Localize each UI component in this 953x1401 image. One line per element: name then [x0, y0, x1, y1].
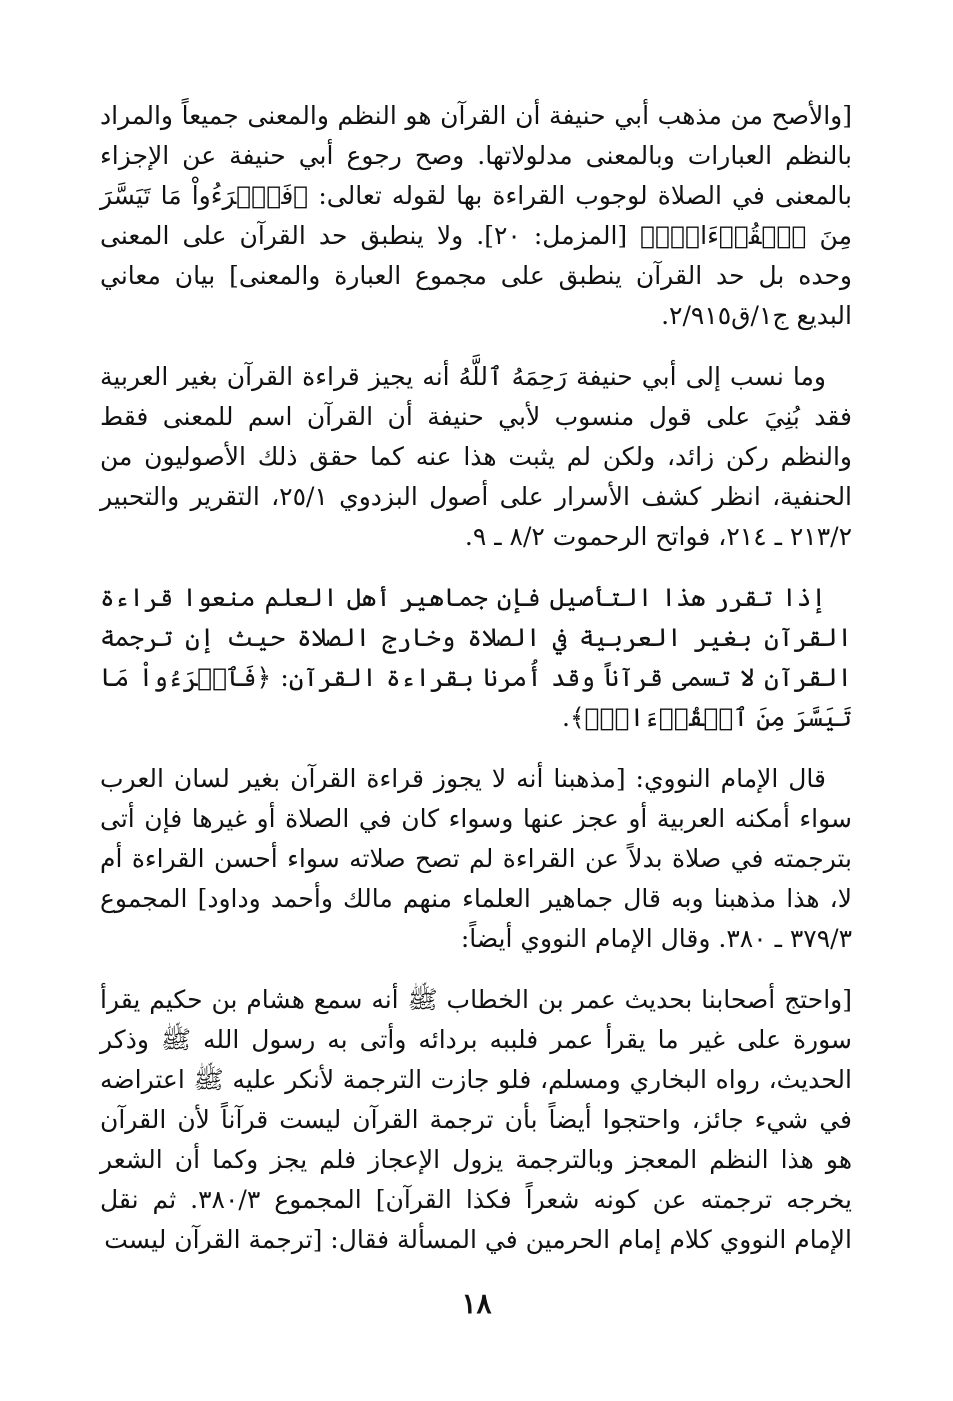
page-body: [100, 96, 852, 1281]
paragraph-nawawi-quote: قال الإمام النووي: [مذهبنا أنه لا يجوز قراءة القرآن بغير لسان العرب سواء أمكنه العربية أو عجز عنها وسواء كان في الصلاة أو غيرها فإن أتى بترجمته في صلاة بدلاً عن القراءة لم تصح صلاته سواء أحسن القراءة أم لا، هذا مذهبنا وبه قال جماهير العلماء منهم مالك وأحمد وداود] المجموع ٣٧٩/٣ ـ ٣٨٠. وقال الإمام النووي أيضاً:: [100, 764, 852, 953]
paragraph-jumhur: إذا تقرر هذا التأصيل فإن جماهير أهل العلم منعوا قراءة القرآن بغير العربية في الصلاة وخارج الصلاة حيث إن ترجمة القرآن لا تسمى قرآناً وقد أُمرنا بقراءة القرآن: ﴿فَٱقۡرَءُواْ مَا تَيَسَّرَ مِنَ ٱلۡقُرۡءَانِۚ﴾.: [100, 583, 852, 732]
paragraph-abu-hanifa: وما نسب إلى أبي حنيفة رَحِمَهُ ٱللَّهُ أنه يجيز قراءة القرآن بغير العربية فقد بُنِيَ على قول منسوب لأبي حنيفة أن القرآن اسم للمعنى فقط والنظم ركن زائد، ولكن لم يثبت هذا عنه كما حقق ذلك الأصوليون من الحنفية، انظر كشف الأسرار على أصول البزدوي ٢٥/١، التقرير والتحبير ٢١٣/٢ ـ ٢١٤، فواتح الرحموت ٨/٢ ـ ٩.: [100, 362, 853, 551]
paragraph-hadith-umar: [واحتج أصحابنا بحديث عمر بن الخطاب ﷺ أنه سمع هشام بن حكيم يقرأ سورة على غير ما يقرأ عمر فلببه بردائه وأتى به رسول الله ﷺ وذكر الحديث، رواه البخاري ومسلم، فلو جازت الترجمة لأنكر عليه ﷺ اعتراضه في شيء جائز، واحتجوا أيضاً بأن ترجمة القرآن ليست قرآناً لأن القرآن هو هذا النظم المعجز وبالترجمة يزول الإعجاز فلم يجز وكما أن الشعر يخرجه ترجمته عن كونه شعراً فكذا القرآن] المجموع ٣٨٠/٣. ثم نقل الإمام النووي كلام إمام الحرمين في المسألة فقال: [ترجمة القرآن ليست: [100, 985, 852, 1254]
page-number: ١٨: [461, 1287, 492, 1320]
paragraph-quote-nazm-maana: [والأصح من مذهب أبي حنيفة أن القرآن هو النظم والمعنى جميعاً والمراد بالنظم العبارات وبالمعنى مدلولاتها. وصح رجوع أبي حنيفة عن الإجزاء بالمعنى في الصلاة لوجوب القراءة بها لقوله تعالى: ﴿فَٱقۡرَءُواْ مَا تَيَسَّرَ مِنَ ٱلۡقُرۡءَانِۚ﴾ [المزمل: ٢٠]. ولا ينطبق حد القرآن على المعنى وحده بل حد القرآن ينطبق على مجموع العبارة والمعنى] بيان معاني البديع ج١/ق٢/٩١٥.: [100, 101, 852, 330]
